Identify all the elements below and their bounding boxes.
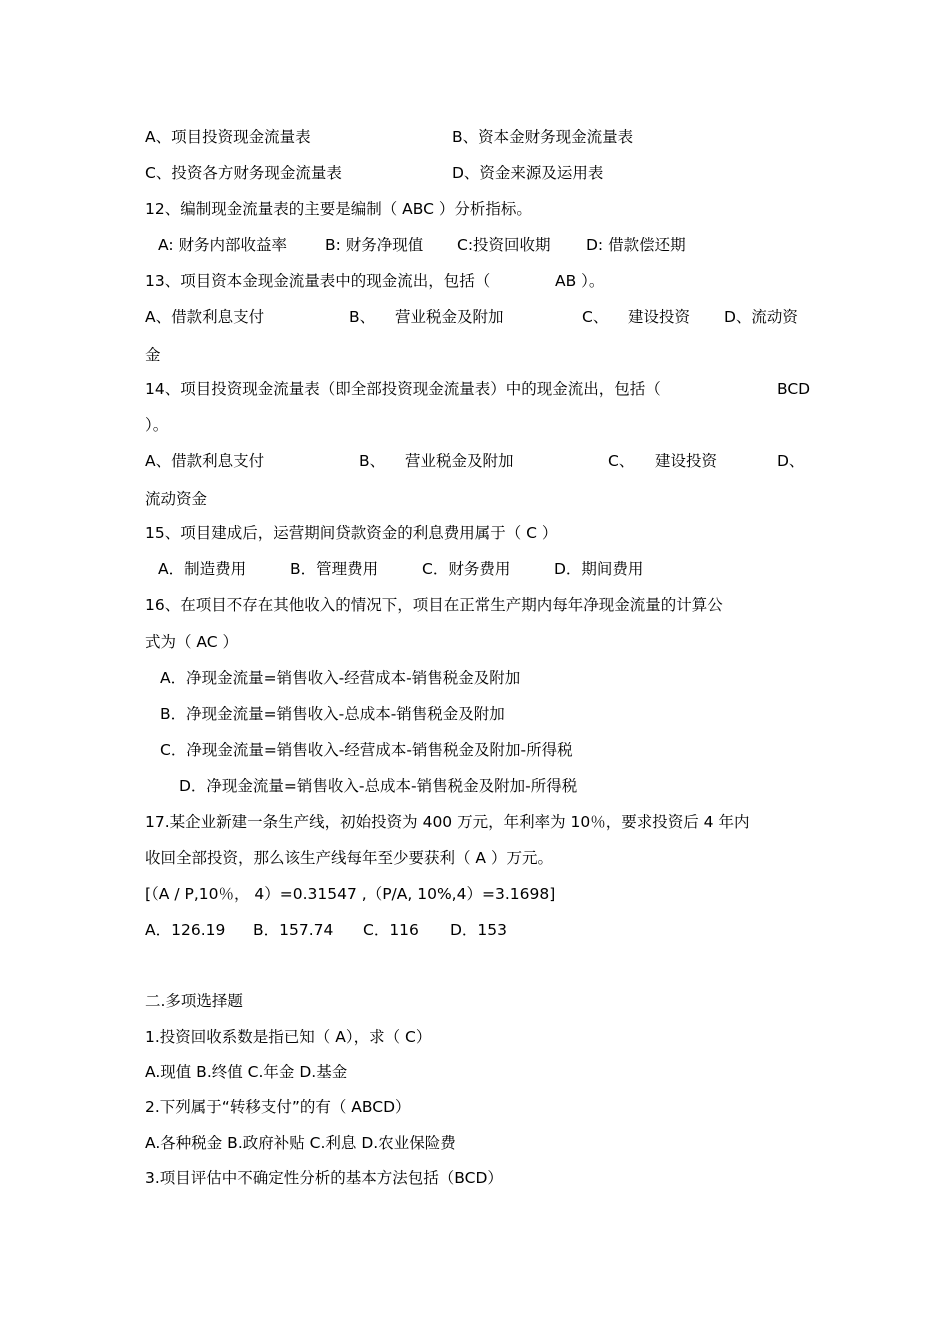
- option-b-capital-cashflow: B、资本金财务现金流量表: [452, 128, 634, 146]
- q14-option-a: A、借款利息支付: [145, 452, 265, 470]
- mc-question-1-options: A.现值 B.终值 C.年金 D.基金: [145, 1063, 348, 1081]
- q15-option-a: A．制造费用: [158, 560, 247, 578]
- q12-option-b: B: 财务净现值: [325, 236, 424, 254]
- q14-option-b-letter: B、: [359, 452, 386, 470]
- question-13: 13、项目资本金现金流量表中的现金流出，包括（: [145, 272, 491, 290]
- mc-question-3: 3.项目评估中不确定性分析的基本方法包括（BCD）: [145, 1169, 503, 1187]
- q13-option-c-text: 建设投资: [628, 308, 691, 326]
- q13-option-b-letter: B、: [349, 308, 376, 326]
- q12-option-c: C:投资回收期: [457, 236, 551, 254]
- q17-option-a: A．126.19: [145, 921, 226, 939]
- question-16: 16、在项目不存在其他收入的情况下，项目在正常生产期内每年净现金流量的计算公: [145, 596, 723, 614]
- q17-option-c: C．116: [363, 921, 419, 939]
- option-a-project-cashflow: A、项目投资现金流量表: [145, 128, 311, 146]
- question-12: 12、编制现金流量表的主要是编制（ ABC ）分析指标。: [145, 200, 532, 218]
- mc-question-2: 2.下列属于“转移支付”的有（ ABCD）: [145, 1098, 411, 1116]
- question-16-continued: 式为（ AC ）: [145, 633, 239, 651]
- q16-option-a: A．净现金流量=销售收入-经营成本-销售税金及附加: [160, 669, 521, 687]
- q14-option-d-text: 流动资金: [145, 490, 208, 508]
- q13-option-a: A、借款利息支付: [145, 308, 265, 326]
- question-13-answer: AB ）。: [555, 272, 605, 290]
- q16-option-b: B．净现金流量=销售收入-总成本-销售税金及附加: [160, 705, 505, 723]
- option-c-investor-cashflow: C、投资各方财务现金流量表: [145, 164, 342, 182]
- q13-option-b-text: 营业税金及附加: [395, 308, 504, 326]
- q16-option-d: D．净现金流量=销售收入-总成本-销售税金及附加-所得税: [179, 777, 578, 795]
- option-d-fund-source-table: D、资金来源及运用表: [452, 164, 604, 182]
- question-14-answer: BCD: [777, 380, 811, 398]
- q17-option-b: B．157.74: [253, 921, 334, 939]
- q12-option-a: A: 财务内部收益率: [158, 236, 287, 254]
- q12-option-d: D: 借款偿还期: [586, 236, 686, 254]
- section-heading-multiple-choice: 二.多项选择题: [145, 992, 243, 1010]
- q14-option-b-text: 营业税金及附加: [405, 452, 514, 470]
- question-14: 14、项目投资现金流量表（即全部投资现金流量表）中的现金流出，包括（: [145, 380, 661, 398]
- q16-option-c: C．净现金流量=销售收入-经营成本-销售税金及附加-所得税: [160, 741, 573, 759]
- q14-option-c-letter: C、: [608, 452, 635, 470]
- q13-option-c-letter: C、: [582, 308, 609, 326]
- q13-option-d: D、流动资: [724, 308, 798, 326]
- mc-question-1: 1.投资回收系数是指已知（ A），求（ C）: [145, 1028, 432, 1046]
- q13-option-d-continued: 金: [145, 346, 161, 364]
- question-14-continued: ）。: [145, 416, 169, 434]
- q14-option-c-text: 建设投资: [655, 452, 718, 470]
- q15-option-d: D．期间费用: [554, 560, 644, 578]
- question-17-factors: [（A / P,10％， 4）=0.31547 ,（P/A, 10%,4）=3.1698]: [145, 885, 556, 903]
- q17-option-d: D．153: [450, 921, 508, 939]
- question-15: 15、项目建成后，运营期间贷款资金的利息费用属于（ C ）: [145, 524, 558, 542]
- q15-option-b: B．管理费用: [290, 560, 379, 578]
- question-17: 17.某企业新建一条生产线，初始投资为 400 万元，年利率为 10％，要求投资后 4 年内: [145, 813, 750, 831]
- question-17-continued: 收回全部投资，那么该生产线每年至少要获利（ A ）万元。: [145, 849, 553, 867]
- mc-question-2-options: A.各种税金 B.政府补贴 C.利息 D.农业保险费: [145, 1134, 456, 1152]
- q14-option-d-letter: D、: [777, 452, 805, 470]
- q15-option-c: C．财务费用: [422, 560, 511, 578]
